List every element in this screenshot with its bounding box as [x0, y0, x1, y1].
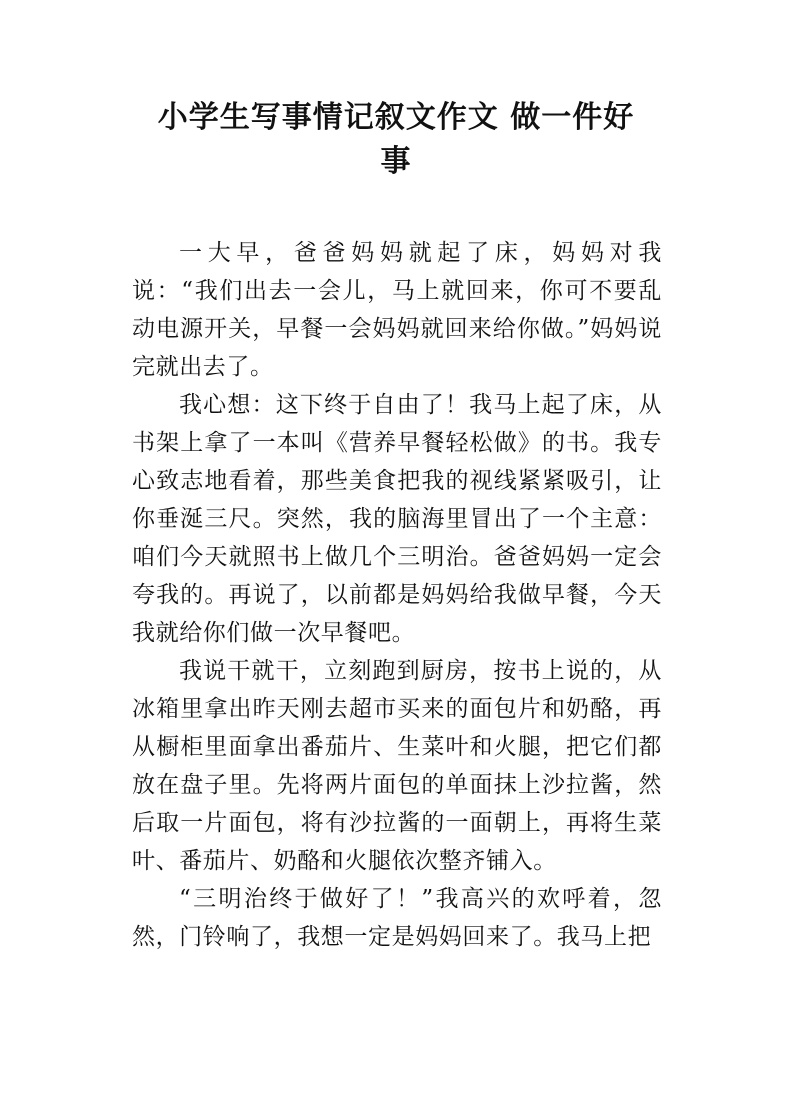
paragraph-1: 一大早，爸爸妈妈就起了床，妈妈对我说：“我们出去一会儿，马上就回来，你可不要乱动电源开关，早餐一会妈妈就回来给你做。”妈妈说完就出去了。: [132, 240, 662, 380]
document-body: [132, 234, 662, 956]
title-line-2: 事: [380, 144, 412, 179]
paragraph-4: “三明治终于做好了！”我高兴的欢呼着，忽然，门铃响了，我想一定是妈妈回来了。我马上把: [132, 886, 662, 950]
paragraph-2: 我心想：这下终于自由了！我马上起了床，从书架上拿了一本叫《营养早餐轻松做》的书。我专心致志地看着，那些美食把我的视线紧紧吸引，让你垂涎三尺。突然，我的脑海里冒出了一个主意：咱们今天就照书上做几个三明治。爸爸妈妈一定会夸我的。再说了，以前都是妈妈给我做早餐，今天我就给你们做一次早餐吧。: [132, 392, 662, 646]
document-title: [134, 96, 658, 184]
title-line-1: 小学生写事情记叙文作文 做一件好: [157, 100, 635, 135]
paragraph-3: 我说干就干，立刻跑到厨房，按书上说的，从冰箱里拿出昨天刚去超市买来的面包片和奶酪，再从橱柜里面拿出番茄片、生菜叶和火腿，把它们都放在盘子里。先将两片面包的单面抹上沙拉酱，然后取一片面包，将有沙拉酱的一面朝上，再将生菜叶、番茄片、奶酪和火腿依次整齐铺入。: [132, 658, 662, 874]
